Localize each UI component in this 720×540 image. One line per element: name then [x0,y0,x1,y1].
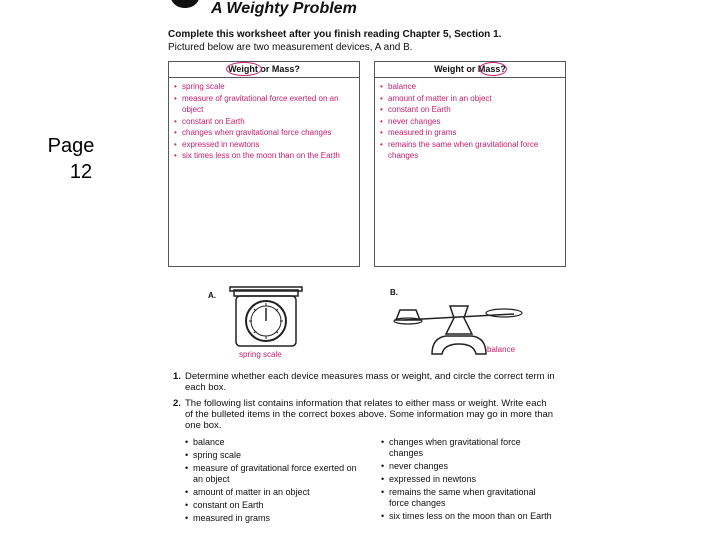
logo-icon [170,0,200,8]
balance-caption: balance [487,345,516,354]
box-b-heading: Weight or Mass? [375,62,565,78]
list-item: • remains the same when gravitational force changes [381,487,556,509]
list-item: • measure of gravitational force exerted on an object [174,93,355,116]
list-item: • measure of gravitational force exerted on an object [185,463,365,485]
box-b [374,61,566,267]
list-item: • measured in grams [380,127,561,139]
list-item: • constant on Earth [174,116,355,128]
answer-circle-mass [479,62,507,76]
list-item: • six times less on the moon than on the Earth [174,150,355,162]
list-item: • remains the same when gravitational force changes [380,139,561,162]
question-number: 1. [173,371,181,382]
device-a-label: A. [208,291,216,300]
list-item: • never changes [380,116,561,128]
question-text: The following list contains information that relates to either mass or weight. Write each of the bulleted items in the correct boxes above. Some information may go in more than one box. [185,398,554,431]
page-label-number: 12 [69,161,93,183]
box-a-list [169,81,359,162]
spring-scale-caption: spring scale [239,350,282,359]
box-b-list [375,81,565,162]
list-item: • constant on Earth [380,104,561,116]
word-list-right [381,437,556,524]
list-item: • balance [185,437,365,448]
list-item: • spring scale [185,450,365,461]
list-item: • constant on Earth [185,500,365,511]
box-a [168,61,360,267]
list-item: • expressed in newtons [381,474,556,485]
page-label-word: Page [47,135,95,157]
list-item: • amount of matter in an object [380,93,561,105]
list-item: • spring scale [174,81,355,93]
device-b-label: B. [390,288,398,297]
spring-scale-illustration [228,284,304,350]
answer-circle-weight [226,62,262,76]
page-label [40,133,102,185]
question-text: Determine whether each device measures mass or weight, and circle the correct term in each box. [185,371,555,393]
worksheet-instruction: Complete this worksheet after you finish reading Chapter 5, Section 1. [168,29,502,40]
worksheet-title: A Weighty Problem [211,0,357,17]
box-a-heading: Weight or Mass? [169,62,359,78]
list-item: • changes when gravitational force changes [174,127,355,139]
word-list-left [185,437,365,526]
list-item: • changes when gravitational force changes [381,437,556,459]
list-item: • balance [380,81,561,93]
question-1 [173,371,555,393]
question-number: 2. [173,398,181,409]
list-item: • expressed in newtons [174,139,355,151]
list-item: • six times less on the moon than on Earth [381,511,556,522]
question-2 [173,398,555,431]
worksheet-subtitle: Pictured below are two measurement devices, A and B. [168,42,413,53]
list-item: • measured in grams [185,513,365,524]
list-item: • never changes [381,461,556,472]
list-item: • amount of matter in an object [185,487,365,498]
